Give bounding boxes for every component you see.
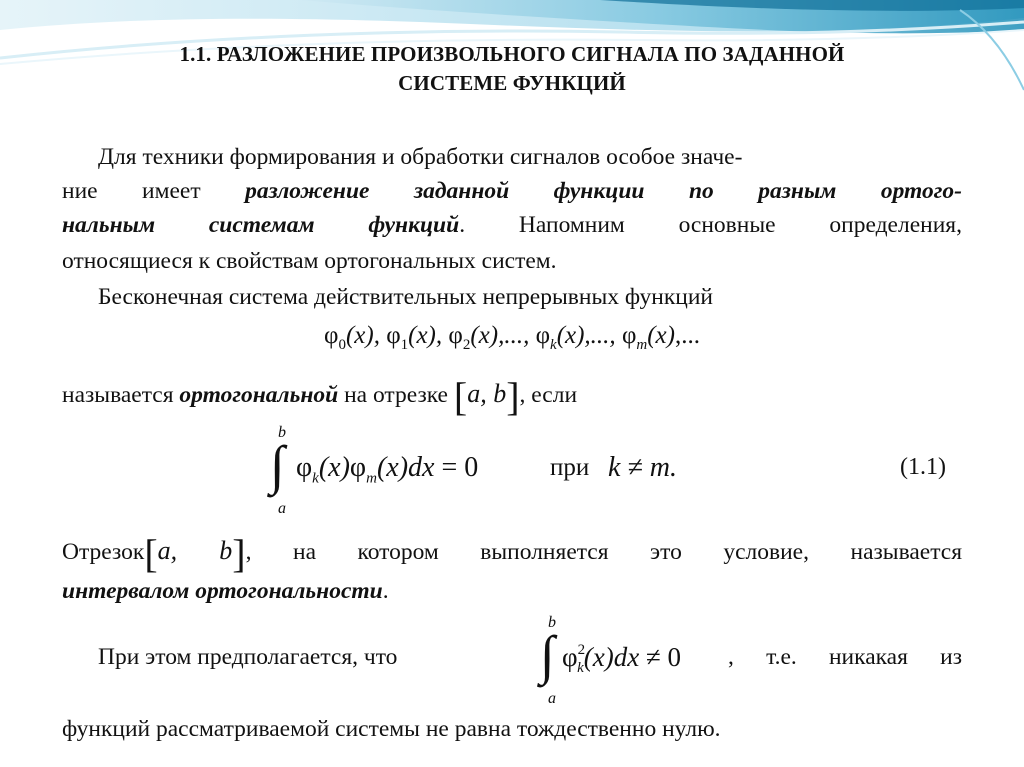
- function-sequence-formula: $\varphi_0(x)$, $\varphi_1(x)$, $\varphi_2(x)$,..., $\varphi_k(x)$,..., $\varphi_m(x)$,...: [324, 322, 700, 353]
- equation-rhs: = 0: [441, 452, 479, 483]
- norm-integrand: $\varphi^2_k(x)dx \ne 0$: [562, 642, 682, 677]
- para2-line-2: [62, 374, 962, 419]
- equation-number: (1.1): [900, 454, 946, 480]
- integral-sign: ∫: [270, 435, 285, 495]
- para3-line-1: [62, 531, 963, 576]
- integral-lower-limit-2: a: [548, 690, 556, 707]
- para3-period: .: [382, 578, 389, 604]
- para1-emphasis-2: нальным системам функций: [62, 212, 460, 238]
- page-title-line-1: 1.1. РАЗЛОЖЕНИЕ ПРОИЗВОЛЬНОГО СИГНАЛА ПО ЗАДАННОЙ: [179, 42, 845, 66]
- equation-condition: k ≠ m.: [608, 452, 678, 483]
- equation-nonzero-norm: [538, 614, 738, 714]
- integrand: $\varphi_k(x)\varphi_m(x)dx = 0$: [296, 452, 479, 487]
- para2-text-2: на отрезке: [344, 382, 448, 408]
- para1-line-3: [62, 212, 962, 239]
- para2-line-1: Бесконечная система действительных непрерывных функций: [98, 284, 713, 310]
- para1-line-2: [62, 178, 962, 205]
- equation-condition-word: при: [550, 454, 590, 481]
- para3-line-2: [62, 578, 962, 605]
- para4-text-end: , т.е. никакая из: [728, 644, 962, 670]
- para2-text: называется: [62, 382, 174, 408]
- page-title-line-2: СИСТЕМЕ ФУНКЦИЙ: [398, 71, 626, 95]
- equation-1-1: [268, 424, 968, 524]
- para1-text-2: . Напомним основные определения,: [459, 212, 962, 238]
- integral-upper-limit-2: b: [548, 614, 556, 631]
- integral-upper-limit: b: [278, 424, 286, 441]
- para2-text-3: , если: [519, 382, 578, 408]
- para1-line-1: Для техники формирования и обработки сигналов особое значе-: [98, 144, 743, 170]
- para1-text: ние имеет: [62, 178, 201, 204]
- interval-ab-2: [a, b]: [144, 531, 246, 576]
- para2-emphasis: ортогональной: [179, 382, 339, 408]
- para3-emphasis: интервалом ортогональности: [62, 578, 383, 604]
- interval-ab: [a, b]: [453, 374, 520, 419]
- para1-line-4: относящиеся к свойствам ортогональных систем.: [62, 248, 557, 274]
- integral-lower-limit: a: [278, 500, 286, 517]
- para3-text: Отрезок: [62, 539, 145, 565]
- para3-text-2: , на котором выполняется это условие, называется: [245, 539, 963, 565]
- integral-sign-2: ∫: [540, 625, 555, 685]
- sequence-tail: ,...: [674, 322, 700, 349]
- para4-text-start: При этом предполагается, что: [98, 644, 398, 670]
- para4-line-2: функций рассматриваемой системы не равна тождественно нулю.: [62, 716, 721, 742]
- para1-emphasis: разложение заданной функции по разным ортого-: [245, 178, 963, 204]
